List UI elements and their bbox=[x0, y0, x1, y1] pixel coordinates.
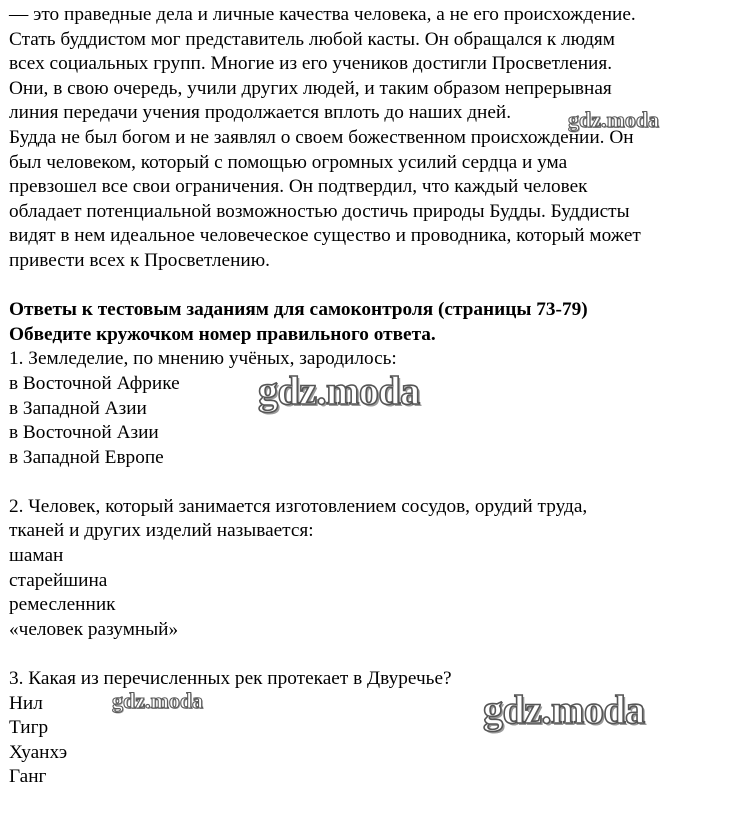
text-line: обладает потенциальной возможностью достичь природы Будды. Буддисты bbox=[9, 200, 630, 222]
intro-paragraph bbox=[9, 3, 729, 274]
section-instruction: Обведите кружочком номер правильного ответа. bbox=[9, 323, 436, 345]
document-page bbox=[9, 3, 729, 790]
question-3 bbox=[9, 667, 729, 790]
text-line: — это праведные дела и личные качества человека, а не его происхождение. bbox=[9, 4, 636, 25]
question-1 bbox=[9, 347, 729, 470]
answer-option: шаман bbox=[9, 545, 64, 567]
answer-option: в Западной Европе bbox=[9, 446, 164, 468]
text-line: был человеком, который с помощью огромных усилий сердца и ума bbox=[9, 151, 568, 173]
watermark: gdz.moda bbox=[258, 368, 420, 413]
answer-option: Нил bbox=[9, 692, 43, 714]
answer-option: в Восточной Азии bbox=[9, 422, 159, 444]
spacer bbox=[9, 274, 729, 299]
answer-option: Ганг bbox=[9, 766, 47, 788]
text-line: всех социальных групп. Многие из его учеников достигли Просветления. bbox=[9, 53, 613, 75]
question-text: тканей и других изделий называется: bbox=[9, 520, 314, 542]
text-line: привести всех к Просветлению. bbox=[9, 249, 270, 271]
answer-option: Хуанхэ bbox=[9, 741, 68, 763]
question-text: 1. Земледелие, по мнению учёных, зародилось: bbox=[9, 348, 397, 370]
watermark: gdz.moda bbox=[568, 107, 660, 132]
text-line: Они, в свою очередь, учили других людей, и таким образом непрерывная bbox=[9, 77, 612, 99]
answer-option: ремесленник bbox=[9, 594, 116, 616]
question-2 bbox=[9, 495, 729, 643]
answer-option: старейшина bbox=[9, 569, 108, 591]
text-line: видят в нем идеальное человеческое существо и проводника, который может bbox=[9, 225, 641, 247]
question-text: 3. Какая из перечисленных рек протекает в Двуречье? bbox=[9, 668, 452, 690]
spacer bbox=[9, 642, 729, 667]
question-text: 2. Человек, который занимается изготовлением сосудов, орудий труда, bbox=[9, 495, 588, 517]
watermark: gdz.moda bbox=[112, 688, 204, 713]
answer-option: «человек разумный» bbox=[9, 618, 179, 640]
watermark: gdz.moda bbox=[483, 687, 645, 732]
text-line: превзошел все свои ограничения. Он подтвердил, что каждый человек bbox=[9, 176, 588, 198]
answer-option: в Восточной Африке bbox=[9, 372, 180, 394]
text-line: линия передачи учения продолжается вплоть до наших дней. bbox=[9, 102, 512, 124]
answer-option: в Западной Азии bbox=[9, 397, 147, 419]
answer-option: Тигр bbox=[9, 717, 49, 739]
spacer bbox=[9, 470, 729, 495]
text-line: Будда не был богом и не заявлял о своем божественном происхождении. Он bbox=[9, 126, 634, 148]
section-title: Ответы к тестовым заданиям для самоконтроля (страницы 73-79) bbox=[9, 299, 588, 321]
text-line: Стать буддистом мог представитель любой касты. Он обращался к людям bbox=[9, 28, 615, 50]
